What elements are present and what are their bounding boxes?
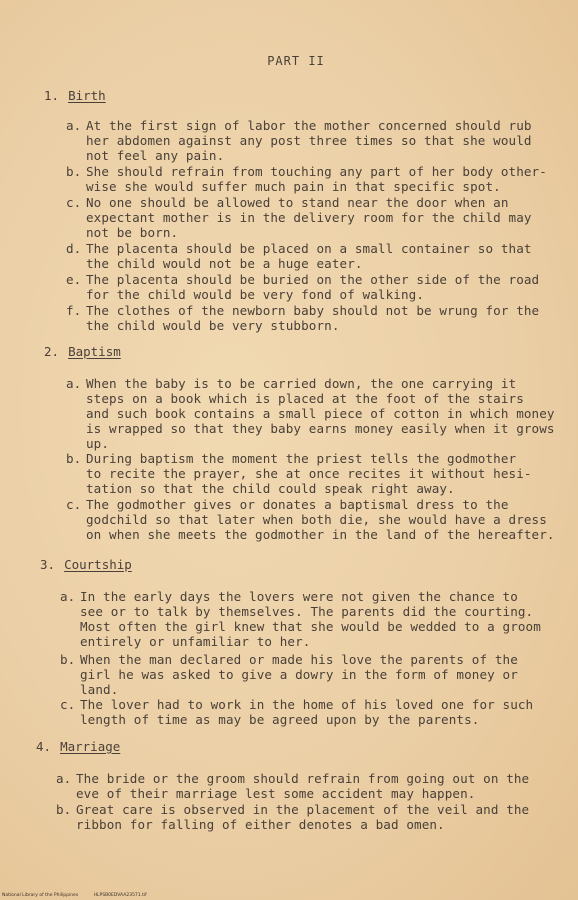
item-text-line: expectant mother is in the delivery room for the child may: [86, 210, 532, 225]
item-text-line: When the baby is to be carried down, the one carrying it: [86, 376, 517, 391]
section-number: 2.: [44, 344, 60, 359]
section-heading: [44, 88, 106, 103]
item-text-line: The bride or the groom should refrain from going out on the: [76, 771, 530, 786]
item-letter: a.: [60, 589, 76, 604]
item-text-line: tation so that the child could speak right away.: [86, 481, 455, 496]
item-text-line: not be born.: [86, 225, 179, 240]
item-text-line: the child would not be a huge eater.: [86, 256, 363, 271]
item-text-line: Great care is observed in the placement of the veil and the: [76, 802, 530, 817]
item-text-line: the child would be very stubborn.: [86, 318, 340, 333]
section-number: 3.: [40, 557, 56, 572]
item-text-line: The clothes of the newborn baby should not be wrung for the: [86, 303, 540, 318]
section-title: Courtship: [64, 557, 132, 572]
page-title: PART II: [267, 54, 325, 68]
item-text-line: see or to talk by themselves. The parents did the courting.: [80, 604, 534, 619]
item-letter: c.: [66, 195, 82, 210]
item-text-line: up.: [86, 436, 110, 451]
section-heading: [36, 739, 120, 754]
item-text-line: entirely or unfamiliar to her.: [80, 634, 311, 649]
section-number: 1.: [44, 88, 60, 103]
item-text-line: and such book contains a small piece of cotton in which money: [86, 406, 555, 421]
item-text-line: She should refrain from touching any part of her body other-: [86, 164, 547, 179]
item-letter: b.: [66, 164, 82, 179]
item-letter: b.: [60, 652, 76, 667]
item-text-line: land.: [80, 682, 119, 697]
item-text-line: to recite the prayer, she at once recites it without hesi-: [86, 466, 532, 481]
item-text-line: During baptism the moment the priest tells the godmother: [86, 451, 517, 466]
item-text-line: ribbon for falling of either denotes a bad omen.: [76, 817, 445, 832]
section-title: Marriage: [60, 739, 121, 754]
item-text-line: When the man declared or made his love the parents of the: [80, 652, 518, 667]
section-title: Baptism: [68, 344, 121, 359]
section-number: 4.: [36, 739, 52, 754]
section-title: Birth: [68, 88, 106, 103]
footer-file-code: HLPSB0EDVAA23571.tif: [93, 893, 147, 898]
item-letter: d.: [66, 241, 82, 256]
item-text-line: for the child would be very fond of walking.: [86, 287, 425, 302]
section-heading: [44, 344, 121, 359]
item-text-line: At the first sign of labor the mother concerned should rub: [86, 118, 532, 133]
item-text-line: steps on a book which is placed at the foot of the stairs: [86, 391, 524, 406]
item-letter: a.: [56, 771, 72, 786]
item-text-line: The lover had to work in the home of his loved one for such: [80, 697, 534, 712]
item-text-line: The godmother gives or donates a baptismal dress to the: [86, 497, 509, 512]
item-text-line: The placenta should be buried on the other side of the road: [86, 272, 540, 287]
page-footer: [2, 893, 147, 898]
item-letter: a.: [66, 118, 82, 133]
item-text-line: her abdomen against any post three times so that she would: [86, 133, 532, 148]
footer-library: National Library of the Philippines: [2, 893, 79, 898]
item-text-line: In the early days the lovers were not given the chance to: [80, 589, 518, 604]
item-letter: e.: [66, 272, 82, 287]
item-text-line: length of time as may be agreed upon by the parents.: [80, 712, 480, 727]
item-letter: a.: [66, 376, 82, 391]
item-text-line: The placenta should be placed on a small container so that: [86, 241, 532, 256]
item-text-line: godchild so that later when both die, she would have a dress: [86, 512, 547, 527]
item-text-line: eve of their marriage lest some accident may happen.: [76, 786, 476, 801]
item-text-line: Most often the girl knew that she would be wedded to a groom: [80, 619, 541, 634]
item-letter: c.: [60, 697, 76, 712]
item-text-line: wise she would suffer much pain in that specific spot.: [86, 179, 501, 194]
item-text-line: girl he was asked to give a dowry in the form of money or: [80, 667, 518, 682]
item-letter: f.: [66, 303, 82, 318]
item-letter: b.: [56, 802, 72, 817]
section-heading: [40, 557, 132, 572]
item-text-line: on when she meets the godmother in the land of the hereafter.: [86, 527, 555, 542]
item-letter: c.: [66, 497, 82, 512]
item-text-line: not feel any pain.: [86, 148, 225, 163]
item-letter: b.: [66, 451, 82, 466]
item-text-line: No one should be allowed to stand near the door when an: [86, 195, 509, 210]
item-text-line: is wrapped so that they baby earns money easily when it grows: [86, 421, 555, 436]
